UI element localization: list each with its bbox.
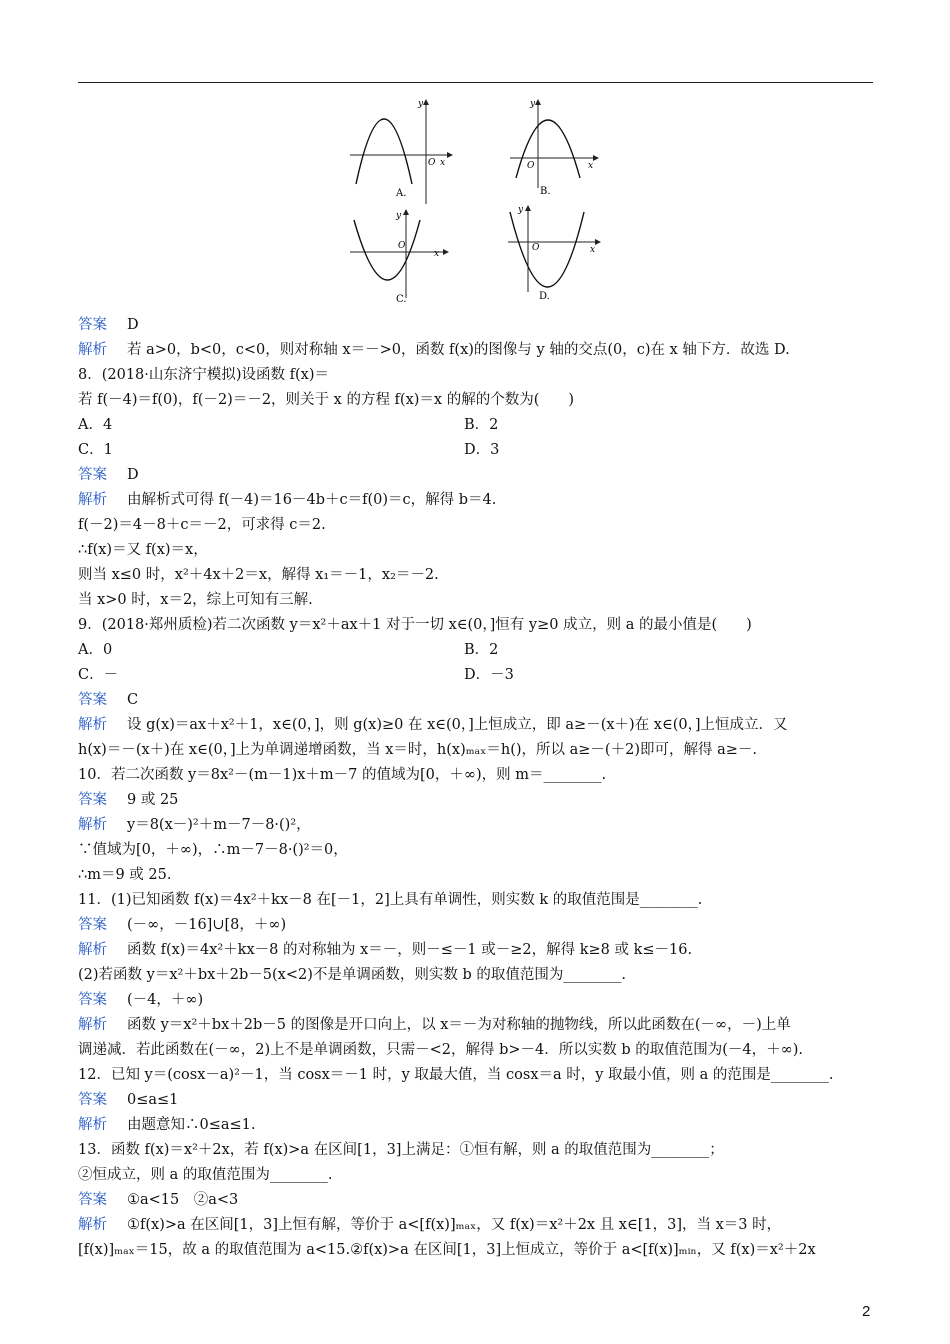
graph-c-caption: C. xyxy=(396,294,407,305)
answer-text: 9 或 25 xyxy=(127,792,179,808)
option-row xyxy=(78,665,118,685)
analysis-text: y＝8(x－)²＋m－7－8·()²， xyxy=(127,817,311,833)
text-line: h(x)＝－(x＋)在 x∈(0，]上为单调递增函数，当 x＝时，h(x)ₘₐₓ＝h()，所以 a≥－(＋2)即可，解得 a≥－. xyxy=(78,742,757,758)
question-11-stem: 11．(1)已知函数 f(x)＝4x²＋kx－8 在[－1，2]上具有单调性，则实数 k 的取值范围是________. xyxy=(78,892,703,908)
text-line: ∵值域为[0，＋∞)，∴m－7－8·()²＝0， xyxy=(78,842,348,858)
option-a: A．4 xyxy=(78,417,113,433)
graph-a xyxy=(350,99,452,204)
graph-c xyxy=(350,210,448,305)
option-row xyxy=(78,440,113,460)
answer-tag: 答案 xyxy=(78,792,107,808)
graph-b-x-label: x xyxy=(588,161,594,171)
answer-text: D xyxy=(127,467,139,483)
answer-line xyxy=(78,315,139,335)
option-b: B．2 xyxy=(464,417,499,433)
graph-b xyxy=(510,99,598,197)
answer-text: D xyxy=(127,317,139,333)
question-9-stem: 9．(2018·郑州质检)若二次函数 y＝x²＋ax＋1 对于一切 x∈(0，]恒有 y≥0 成立，则 a 的最小值是( ) xyxy=(78,617,752,633)
analysis-line xyxy=(78,1115,256,1135)
analysis-tag: 解析 xyxy=(78,492,107,508)
question-11-2-stem: (2)若函数 y＝x²＋bx＋2b－5(x<2)不是单调函数，则实数 b 的取值范围为________. xyxy=(78,967,626,983)
analysis-text: 设 g(x)＝ax＋x²＋1，x∈(0，]，则 g(x)≥0 在 x∈(0，]上恒成立，即 a≥－(x＋)在 x∈(0，]上恒成立．又 xyxy=(127,717,788,733)
answer-tag: 答案 xyxy=(78,467,107,483)
graph-c-origin-label: O xyxy=(398,241,406,251)
graph-c-y-label: y xyxy=(396,211,402,221)
answer-tag: 答案 xyxy=(78,692,107,708)
figure-parabolas xyxy=(340,92,610,307)
analysis-line xyxy=(78,1015,791,1035)
analysis-text: 由解析式可得 f(－4)＝16－4b＋c＝f(0)＝c，解得 b＝4. xyxy=(127,492,497,508)
option-c: C．1 xyxy=(78,442,113,458)
graph-c-x-label: x xyxy=(434,249,440,259)
graph-d-caption: D. xyxy=(539,291,550,302)
graph-d xyxy=(508,205,600,302)
option-b: B．2 xyxy=(464,642,499,658)
question-12-stem: 12．已知 y＝(cosx－a)²－1，当 cosx＝－1 时，y 取最大值，当 cosx＝a 时，y 取最小值，则 a 的范围是________. xyxy=(78,1067,834,1083)
analysis-tag: 解析 xyxy=(78,717,107,733)
header-rule xyxy=(78,82,873,83)
graph-b-caption: B. xyxy=(540,186,551,197)
text-line: 调递减．若此函数在(－∞，2)上不是单调函数，只需－<2，解得 b>－4．所以实数 b 的取值范围为(－4，＋∞). xyxy=(78,1042,803,1058)
answer-line xyxy=(78,990,203,1010)
question-13-stem: 13．函数 f(x)＝x²＋2x，若 f(x)>a 在区间[1，3]上满足：①恒有解，则 a 的取值范围为________； xyxy=(78,1142,724,1158)
graph-d-y-label: y xyxy=(518,205,524,215)
analysis-text: 函数 f(x)＝4x²＋kx－8 的对称轴为 x＝－，则－≤－1 或－≥2，解得 k≥8 或 k≤－16. xyxy=(127,942,693,958)
analysis-line xyxy=(78,340,790,360)
graph-a-y-label: y xyxy=(418,99,424,109)
option-row xyxy=(78,415,112,435)
answer-tag: 答案 xyxy=(78,1192,107,1208)
answer-line xyxy=(78,1090,178,1110)
text-line: ∴m＝9 或 25. xyxy=(78,867,172,883)
analysis-tag: 解析 xyxy=(78,1017,107,1033)
graph-a-x-label: x xyxy=(440,158,446,168)
question-8-title: 8．(2018·山东济宁模拟)设函数 f(x)＝ xyxy=(78,367,330,383)
answer-tag: 答案 xyxy=(78,992,107,1008)
option-c: C．－ xyxy=(78,667,119,683)
text-line: 当 x>0 时，x＝2，综上可知有三解. xyxy=(78,592,313,608)
analysis-line xyxy=(78,1215,781,1235)
analysis-tag: 解析 xyxy=(78,942,107,958)
answer-text: (－4，＋∞) xyxy=(127,992,204,1008)
answer-line xyxy=(78,790,178,810)
answer-text: C xyxy=(127,692,139,708)
question-8-stem: 若 f(－4)＝f(0)，f(－2)＝－2，则关于 x 的方程 f(x)＝x 的解的个数为( ) xyxy=(78,392,575,408)
graph-d-origin-label: O xyxy=(532,243,540,253)
text-line: [f(x)]ₘₐₓ＝15，故 a 的取值范围为 a<15.②f(x)>a 在区间[1，3]上恒成立，等价于 a<[f(x)]ₘᵢₙ，又 f(x)＝x²＋2x xyxy=(78,1242,816,1258)
graph-a-caption: A. xyxy=(396,188,407,199)
graph-b-y-label: y xyxy=(530,99,536,109)
answer-line xyxy=(78,690,138,710)
figure-svg xyxy=(340,92,610,307)
analysis-tag: 解析 xyxy=(78,817,107,833)
analysis-text: ①f(x)>a 在区间[1，3]上恒有解，等价于 a<[f(x)]ₘₐₓ，又 f(x)＝x²＋2x 且 x∈[1，3]，当 x＝3 时， xyxy=(127,1217,782,1233)
text-line: ②恒成立，则 a 的取值范围为________. xyxy=(78,1167,333,1183)
graph-b-origin-label: O xyxy=(527,161,535,171)
analysis-line xyxy=(78,490,496,510)
text-line: 则当 x≤0 时，x²＋4x＋2＝x，解得 x₁＝－1，x₂＝－2. xyxy=(78,567,439,583)
answer-line xyxy=(78,1190,238,1210)
question-10-stem: 10．若二次函数 y＝8x²－(m－1)x＋m－7 的值域为[0，＋∞)，则 m＝________. xyxy=(78,767,607,783)
option-row xyxy=(78,640,112,660)
answer-tag: 答案 xyxy=(78,1092,107,1108)
graph-a-origin-label: O xyxy=(428,158,436,168)
answer-text: (－∞，－16]∪[8，＋∞) xyxy=(127,917,287,933)
analysis-tag: 解析 xyxy=(78,342,107,358)
analysis-text: 由题意知∴0≤a≤1. xyxy=(127,1117,256,1133)
text-line: f(－2)＝4－8＋c＝－2，可求得 c＝2. xyxy=(78,517,326,533)
analysis-line xyxy=(78,815,311,835)
option-d: D．3 xyxy=(464,442,500,458)
answer-line xyxy=(78,465,139,485)
answer-line xyxy=(78,915,286,935)
analysis-tag: 解析 xyxy=(78,1117,107,1133)
option-a: A．0 xyxy=(78,642,113,658)
answer-tag: 答案 xyxy=(78,317,107,333)
option-d: D．－3 xyxy=(464,667,514,683)
answer-text: ①a<15 ②a<3 xyxy=(127,1192,239,1208)
analysis-tag: 解析 xyxy=(78,1217,107,1233)
analysis-text: 若 a>0，b<0，c<0，则对称轴 x＝－>0，函数 f(x)的图像与 y 轴的交点(0，c)在 x 轴下方．故选 D. xyxy=(127,342,790,358)
answer-tag: 答案 xyxy=(78,917,107,933)
analysis-text: 函数 y＝x²＋bx＋2b－5 的图像是开口向上，以 x＝－为对称轴的抛物线，所以此函数在(－∞，－)上单 xyxy=(127,1017,791,1033)
text-line: ∴f(x)＝又 f(x)＝x， xyxy=(78,542,208,558)
graph-d-x-label: x xyxy=(590,245,596,255)
analysis-line xyxy=(78,940,692,960)
page-number: 2 xyxy=(862,1303,871,1320)
analysis-line xyxy=(78,715,788,735)
answer-text: 0≤a≤1 xyxy=(127,1092,179,1108)
